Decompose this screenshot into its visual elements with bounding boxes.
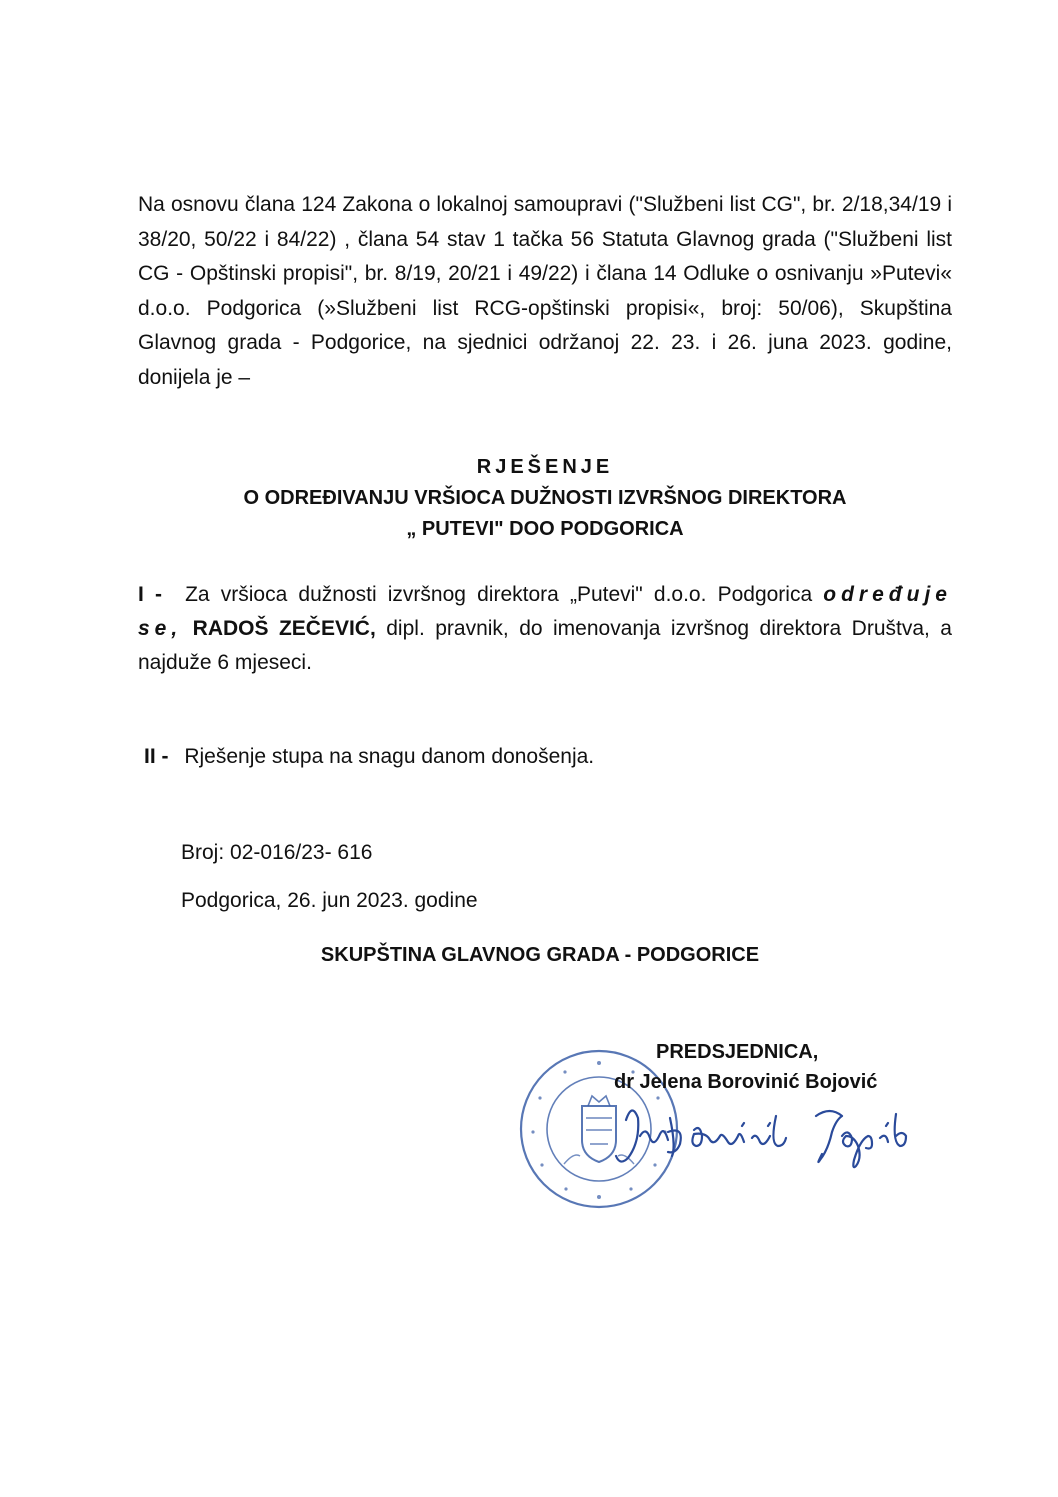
article-one-text-after: dipl. pravnik, do imenovanja izvršnog direktora Društva, a najduže 6 mjeseci. [138,617,952,674]
preamble-paragraph: Na osnovu člana 124 Zakona o lokalnoj samoupravi ("Službeni list CG", br. 2/18,34/19 i 38/20, 50/22 i 84/22) , člana 54 stav 1 tačka 56 Statuta Glavnog grada ("Službeni list CG - Opštinski propisi", br. 8/19, 20/21 i 49/22) i člana 14 Odluke o osnivanju »Putevi« d.o.o. Podgorica (»Službeni list RCG-opštinski propisi«, broj: 50/06), Skupština Glavnog grada - Podgorice, na sjednici održanoj 22. 23. i 26. juna 2023. godine, donijela je – [138,193,952,389]
handwritten-signature-icon [610,1096,910,1176]
article-one-text-before: Za vršioca dužnosti izvršnog direktora „Putevi" d.o.o. Podgorica [185,583,813,606]
article-one-verb: određuje se, [138,583,952,640]
article-two-number: II - [144,745,169,768]
document-number: Broj: 02-016/23- 616 [181,841,373,864]
appointee-name: RADOŠ ZEČEVIĆ, [192,617,376,640]
article-two [144,740,944,774]
issuing-body: SKUPŠTINA GLAVNOG GRADA - PODGORICE [320,944,760,966]
signatory-role: PREDSJEDNICA, [656,1041,819,1063]
article-one [138,578,952,680]
article-one-number: I - [138,583,162,606]
signatory-name: dr Jelena Borovinić Bojović [614,1071,878,1093]
decision-company: „ PUTEVI" DOO PODGORICA [406,518,684,540]
decision-title: RJEŠENJE [476,456,614,478]
document-date: Podgorica, 26. jun 2023. godine [181,889,478,912]
article-two-text: Rješenje stupa na snagu danom donošenja. [184,745,595,768]
decision-subtitle: O ODREĐIVANJU VRŠIOCA DUŽNOSTI IZVRŠNOG DIREKTORA [243,487,847,509]
